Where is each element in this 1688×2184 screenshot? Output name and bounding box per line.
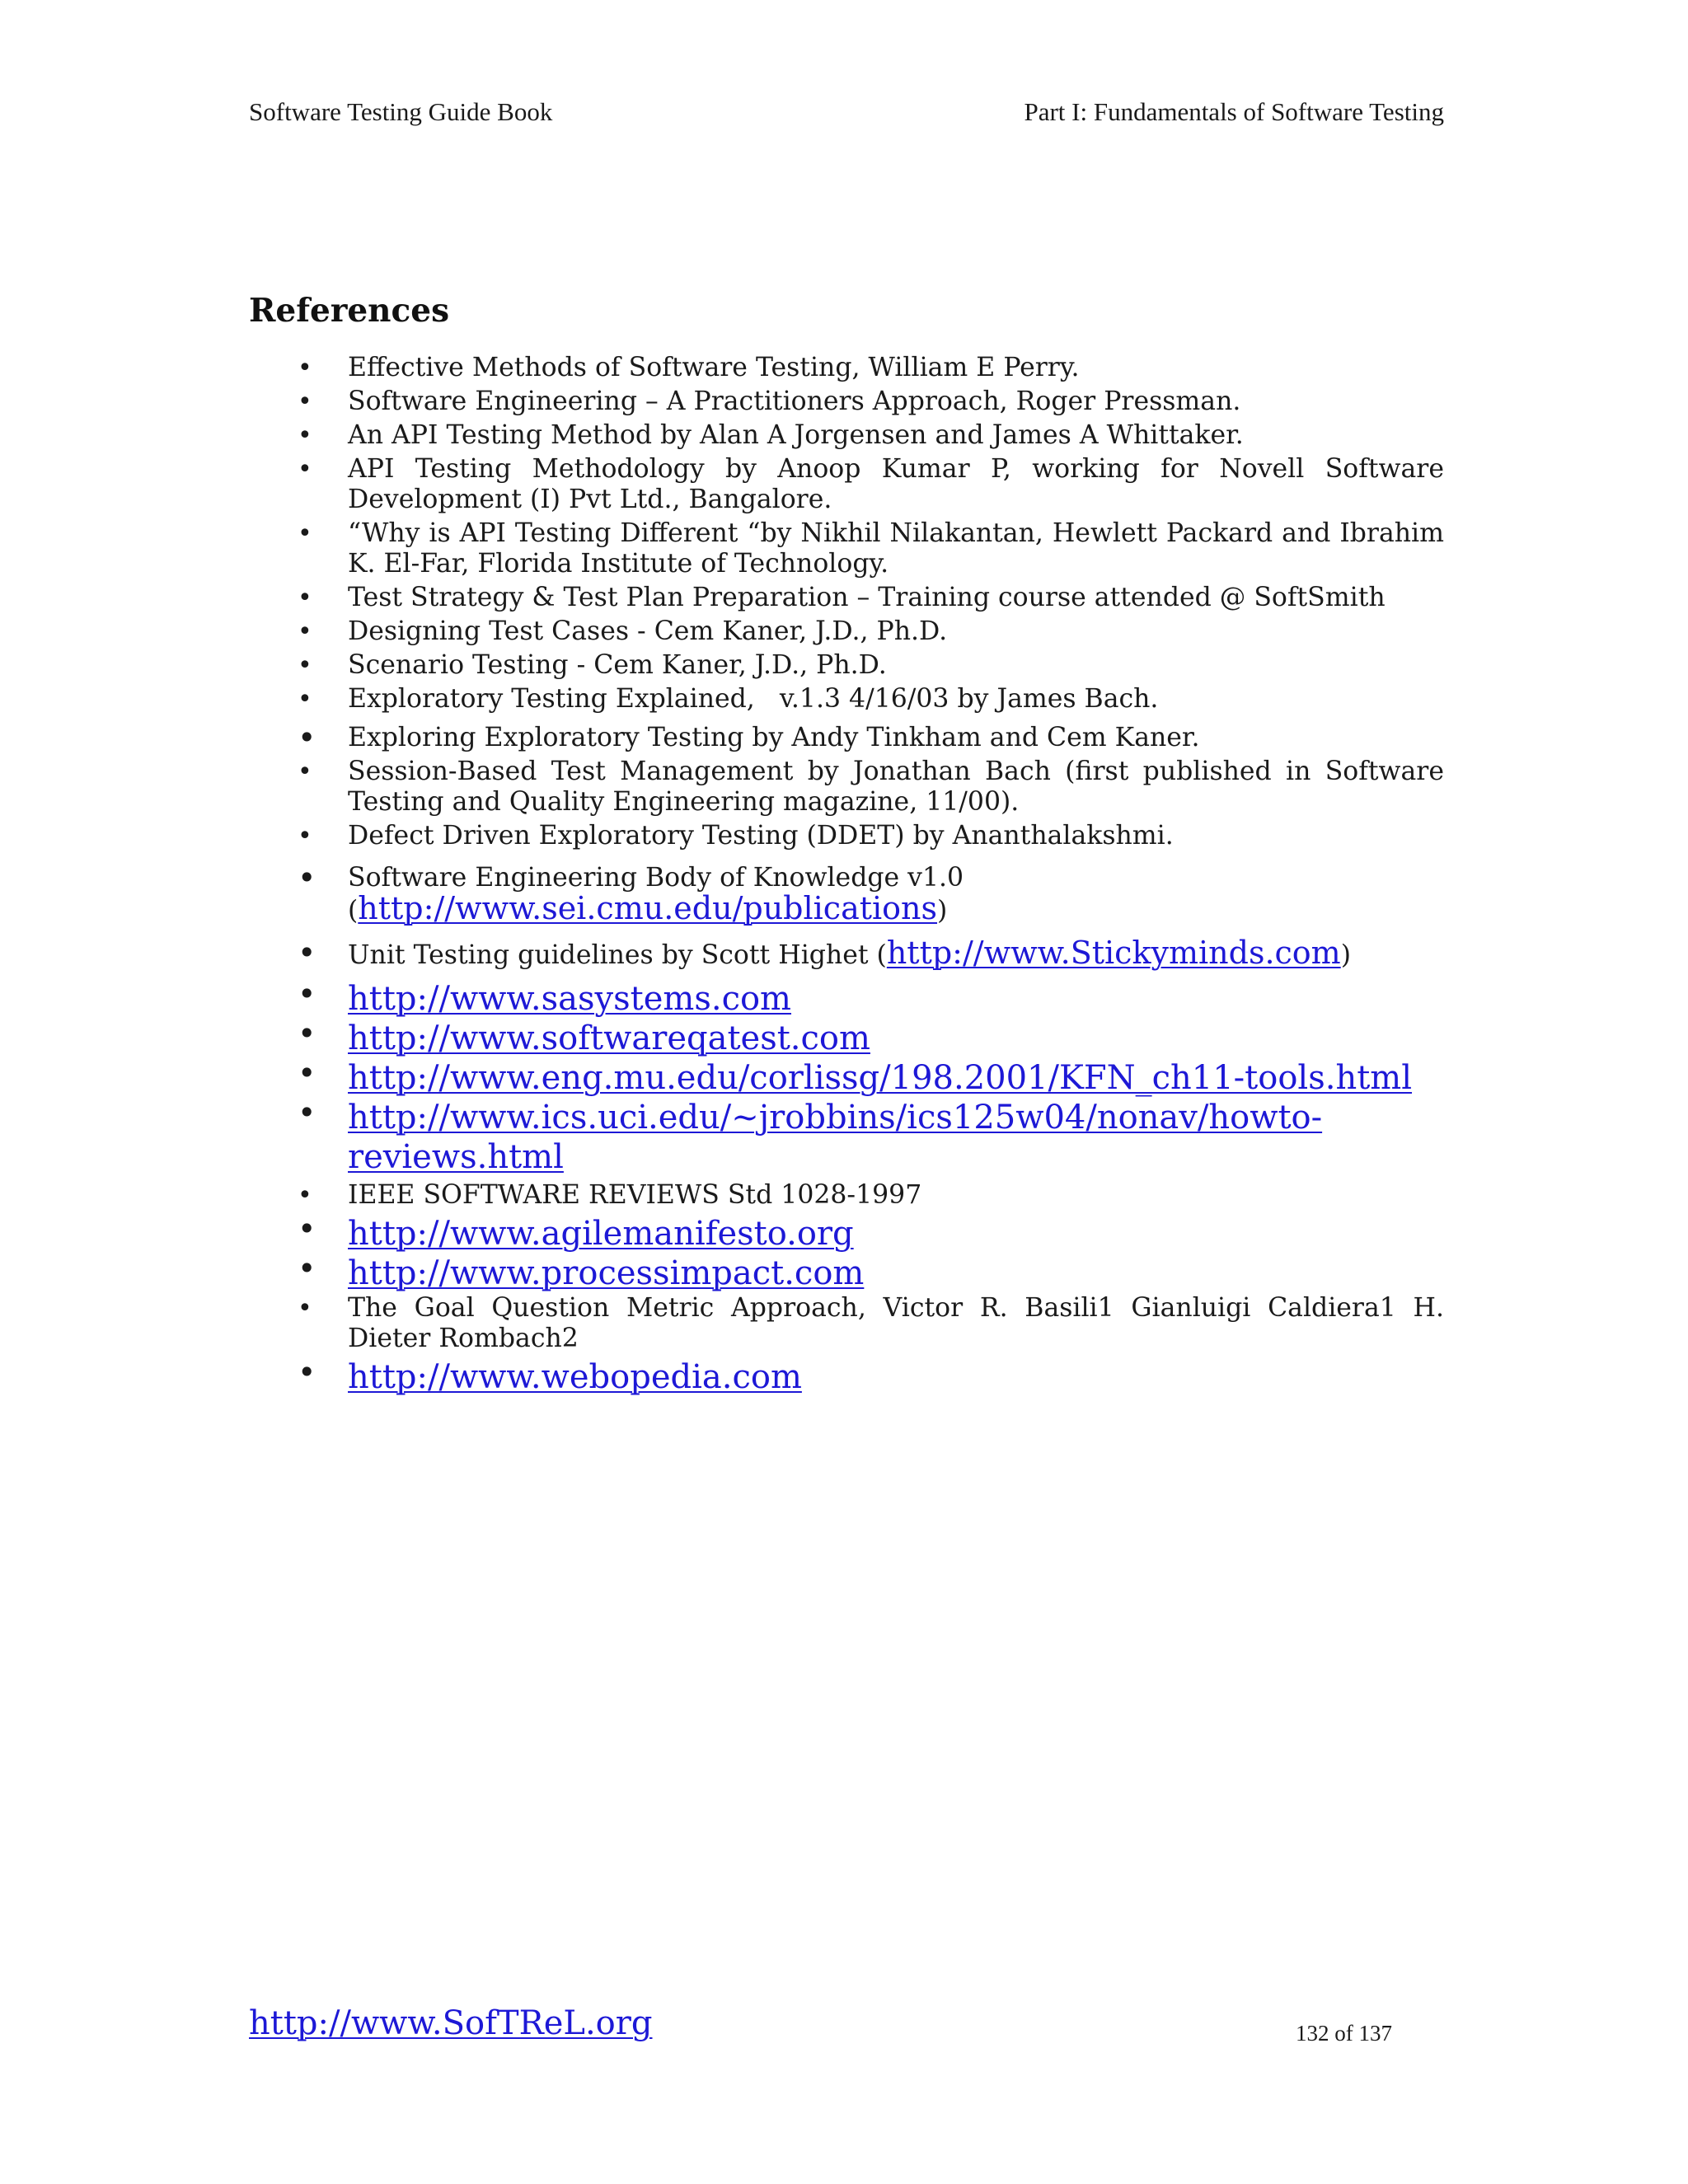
bullet-icon: • xyxy=(298,1250,316,1286)
reference-item xyxy=(298,1293,1444,1354)
references-list xyxy=(298,353,1444,1397)
reference-text: “Why is API Testing Different “by Nikhil Nilakantan, Hewlett Packard and Ibrahim K. El-Far, Florida Institute of Technology. xyxy=(348,518,1444,579)
reference-item xyxy=(298,684,1444,715)
reference-item xyxy=(298,1055,1444,1098)
reference-text: Scenario Testing - Cem Kaner, J.D., Ph.D. xyxy=(348,650,887,680)
reference-item xyxy=(298,1354,1444,1397)
reference-item xyxy=(298,860,1444,926)
reference-item xyxy=(298,1180,1444,1211)
bullet-icon: • xyxy=(298,455,312,484)
link-processimpact[interactable]: http://www.processimpact.com xyxy=(348,1254,865,1292)
close-paren: ) xyxy=(937,896,948,926)
reference-item xyxy=(298,1250,1444,1293)
reference-text: Session-Based Test Management by Jonathan Bach (first published in Software Testing and Quality Engineering magazine, 11/00). xyxy=(348,757,1444,817)
bullet-icon: • xyxy=(298,935,316,971)
reference-text: Effective Methods of Software Testing, William E Perry. xyxy=(348,353,1080,382)
reference-item xyxy=(298,821,1444,851)
bullet-icon: • xyxy=(298,976,316,1012)
link-webopedia[interactable]: http://www.webopedia.com xyxy=(348,1358,802,1396)
link-agilemanifesto[interactable]: http://www.agilemanifesto.org xyxy=(348,1215,854,1253)
bullet-icon: • xyxy=(298,1094,316,1131)
reference-item xyxy=(298,1094,1444,1177)
section-title-references: References xyxy=(249,292,450,330)
reference-item xyxy=(298,1015,1444,1058)
bullet-icon: • xyxy=(298,1015,316,1052)
header-book-title: Software Testing Guide Book xyxy=(249,97,553,126)
reference-item xyxy=(298,719,1444,756)
bullet-icon: • xyxy=(298,1354,316,1390)
reference-item xyxy=(298,1211,1444,1254)
reference-text: Software Engineering – A Practitioners Approach, Roger Pressman. xyxy=(348,387,1241,416)
bullet-icon: • xyxy=(298,685,312,714)
reference-text: API Testing Methodology by Anoop Kumar P, working for Novell Software Development (I) Pvt Ltd., Bangalore. xyxy=(348,454,1444,514)
reference-item xyxy=(298,583,1444,613)
open-paren: ( xyxy=(348,896,359,926)
header-part-title: Part I: Fundamentals of Software Testing xyxy=(1024,97,1444,126)
reference-item xyxy=(298,650,1444,681)
bullet-icon: • xyxy=(298,354,312,382)
link-sei-publications[interactable]: http://www.sei.cmu.edu/publications xyxy=(358,890,938,926)
reference-text: Exploring Exploratory Testing by Andy Tinkham and Cem Kaner. xyxy=(348,723,1200,752)
bullet-icon: • xyxy=(298,757,312,786)
footer-softrel-link[interactable]: http://www.SofTReL.org xyxy=(249,2004,653,2042)
bullet-icon: • xyxy=(298,1055,316,1091)
reference-item xyxy=(298,420,1444,451)
bullet-icon: • xyxy=(298,822,312,851)
reference-text: The Goal Question Metric Approach, Victor R. Basili1 Gianluigi Caldiera1 H. Dieter Rombach2 xyxy=(348,1293,1444,1353)
link-eng-mu-tools[interactable]: http://www.eng.mu.edu/corlissg/198.2001/KFN_ch11-tools.html xyxy=(348,1059,1413,1097)
page-number: 132 of 137 xyxy=(1296,2021,1392,2046)
bullet-icon: • xyxy=(298,617,312,646)
bullet-icon: • xyxy=(298,860,316,896)
bullet-icon: • xyxy=(298,387,312,416)
reference-text: Software Engineering Body of Knowledge v1.0 xyxy=(348,863,964,893)
reference-item xyxy=(298,935,1444,971)
reference-item xyxy=(298,518,1444,579)
reference-text: IEEE SOFTWARE REVIEWS Std 1028-1997 xyxy=(348,1180,922,1210)
link-ics-uci-reviews[interactable]: reviews.html xyxy=(348,1138,564,1176)
bullet-icon: • xyxy=(298,1181,312,1210)
link-stickyminds[interactable]: http://www.Stickyminds.com xyxy=(886,935,1341,971)
close-paren: ) xyxy=(1340,940,1352,970)
reference-item xyxy=(298,387,1444,417)
link-sasystems[interactable]: http://www.sasystems.com xyxy=(348,980,791,1018)
link-ics-uci-howto[interactable]: http://www.ics.uci.edu/~jrobbins/ics125w04/nonav/howto- xyxy=(348,1099,1323,1137)
reference-text: Test Strategy & Test Plan Preparation – Training course attended @ SoftSmith xyxy=(348,583,1386,612)
bullet-icon: • xyxy=(298,1294,312,1323)
reference-item xyxy=(298,976,1444,1019)
reference-text: Exploratory Testing Explained, v.1.3 4/16/03 by James Bach. xyxy=(348,684,1159,714)
bullet-icon: • xyxy=(298,519,312,548)
reference-item xyxy=(298,757,1444,818)
bullet-icon: • xyxy=(298,583,312,612)
link-softwareqatest[interactable]: http://www.softwareqatest.com xyxy=(348,1019,870,1057)
reference-item xyxy=(298,454,1444,515)
reference-item xyxy=(298,353,1444,383)
bullet-icon: • xyxy=(298,719,316,756)
bullet-icon: • xyxy=(298,1211,316,1247)
reference-text: An API Testing Method by Alan A Jorgensen and James A Whittaker. xyxy=(348,420,1244,450)
bullet-icon: • xyxy=(298,651,312,680)
reference-text: Defect Driven Exploratory Testing (DDET) by Ananthalakshmi. xyxy=(348,821,1174,851)
reference-text: Unit Testing guidelines by Scott Highet ( xyxy=(348,940,887,970)
bullet-icon: • xyxy=(298,421,312,450)
reference-text: Designing Test Cases - Cem Kaner, J.D., Ph.D. xyxy=(348,616,948,646)
reference-item xyxy=(298,616,1444,647)
